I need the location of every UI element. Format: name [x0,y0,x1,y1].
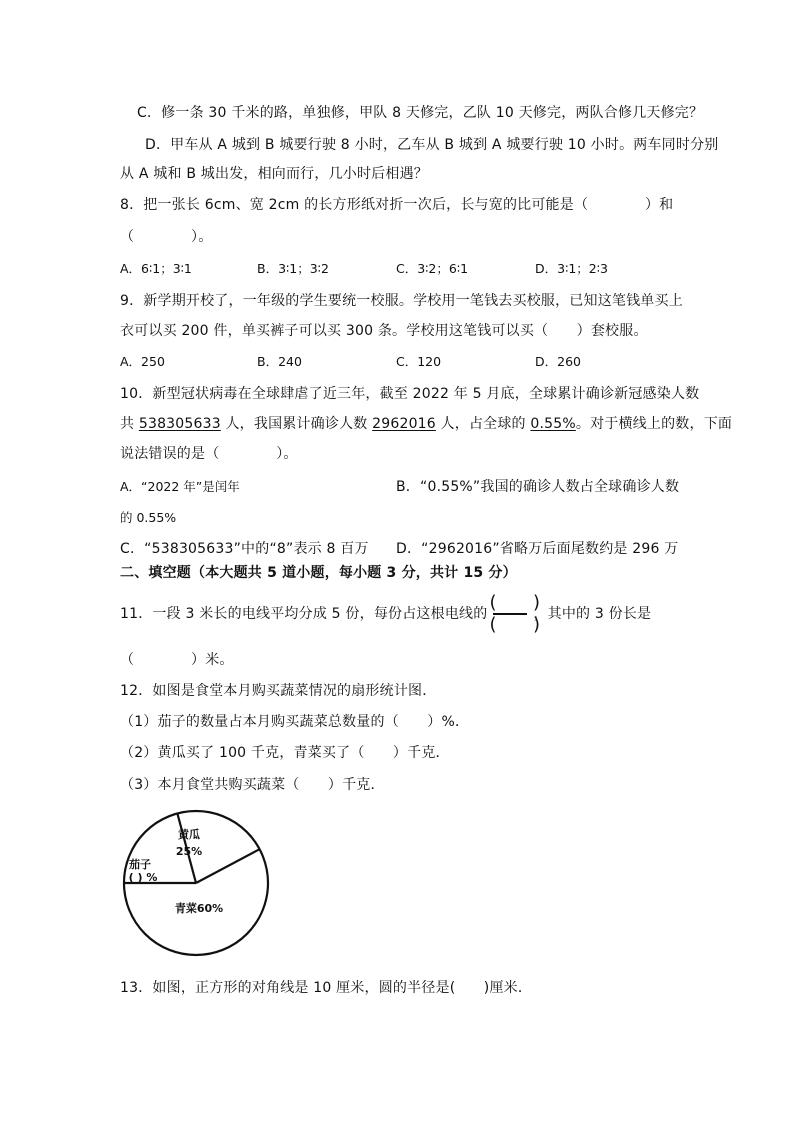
underlined-number-china: 2962016 [372,416,436,432]
question10-option-b-continued: 的 0.55% [120,510,177,525]
question8-text-line1: 8．把一张长 6cm、宽 2cm 的长方形纸对折一次后，长与宽的比可能是（ ）和 [120,197,674,213]
question10-option-c: C．“538305633”中的“8”表示 8 百万 [120,541,369,557]
question11-text-line1 [120,594,651,634]
fraction-denominator: ( ) [489,614,541,635]
question10-text-line3: 说法错误的是（ ）。 [120,446,298,462]
question10-text-part: 共 [120,416,139,432]
question9-option-d: D．260 [535,354,581,369]
question10-text-part: 人，我国累计确诊人数 [220,416,373,432]
question9-text-line1: 9．新学期开校了，一年级的学生要统一校服。学校用一笔钱去买校服，已知这笔钱单买上 [120,293,683,309]
question12-sub3: （3）本月食堂共购买蔬菜（ ）千克． [120,777,385,793]
underlined-percent: 0.55% [530,416,576,432]
question12-sub1: （1）茄子的数量占本月购买蔬菜总数量的（ ）%． [120,714,470,730]
question9-option-a: A．250 [120,354,165,369]
question11-text-line2: （ ）米。 [120,652,234,668]
question10-text-part: 人，占全球的 [435,416,531,432]
question8-option-d: D．3∶1；2∶3 [535,261,608,276]
question7-option-c: C．修一条 30 千米的路，单独修，甲队 8 天修完，乙队 10 天修完，两队合修几天修完？ [137,105,704,121]
question9-option-b: B．240 [257,354,302,369]
question11-text-part: ，其中的 3 份长是 [533,606,652,622]
pie-value-eggplant: ( ) % [128,871,158,884]
underlined-number-global: 538305633 [138,416,221,432]
question9-text-line2: 衣可以买 200 件，单买裤子可以买 300 条。学校用这笔钱可以买（ ）套校服。 [120,323,648,339]
pie-label-eggplant: 茄子 [129,858,151,871]
question10-text-line2 [120,414,732,434]
question7-option-d-line1: D．甲车从 A 城到 B 城要行驶 8 小时，乙车从 B 城到 A 城要行驶 10 小时。两车同时分别 [145,137,719,153]
pie-value-cucumber: 25% [175,845,203,858]
question9-option-c: C．120 [396,354,442,369]
question8-option-a: A．6∶1；3∶1 [120,261,192,276]
question12-sub2: （2）黄瓜买了 100 千克，青菜买了（ ）千克． [120,745,450,761]
section-heading-fill-in: 二、填空题（本大题共 5 道小题，每小题 3 分，共计 15 分） [120,565,517,581]
question12-text-line1: 12．如图是食堂本月购买蔬菜情况的扇形统计图． [120,683,437,699]
question7-option-d-line2: 从 A 城和 B 城出发，相向而行，几小时后相遇？ [120,166,428,182]
pie-label-greens: 青菜60% [174,902,224,915]
question10-option-d: D．“2962016”省略万后面尾数约是 296 万 [396,541,679,557]
question10-text-line1: 10．新型冠状病毒在全球肆虐了近三年，截至 2022 年 5 月底，全球累计确诊新冠感染人数 [120,386,700,402]
fraction-numerator: ( ) [489,592,541,613]
question11-text-part: 11．一段 3 米长的电线平均分成 5 份，每份占这根电线的 [120,606,488,622]
question10-option-a: A．“2022 年”是闰年 [120,479,240,494]
pie-label-cucumber: 黄瓜 [178,828,200,841]
question10-option-b: B．“0.55%”我国的确诊人数占全球确诊人数 [396,479,680,495]
vegetable-pie-chart [121,808,271,958]
question8-option-b: B．3∶1；3∶2 [257,261,329,276]
question10-text-part: 。对于横线上的数，下面 [575,416,733,432]
question8-text-line2: （ ）。 [120,229,213,245]
fraction-blank [489,592,541,635]
question13-text-line1: 13．如图，正方形的对角线是 10 厘米，圆的半径是( )厘米． [120,980,533,996]
question8-option-c: C．3∶2；6∶1 [396,261,469,276]
